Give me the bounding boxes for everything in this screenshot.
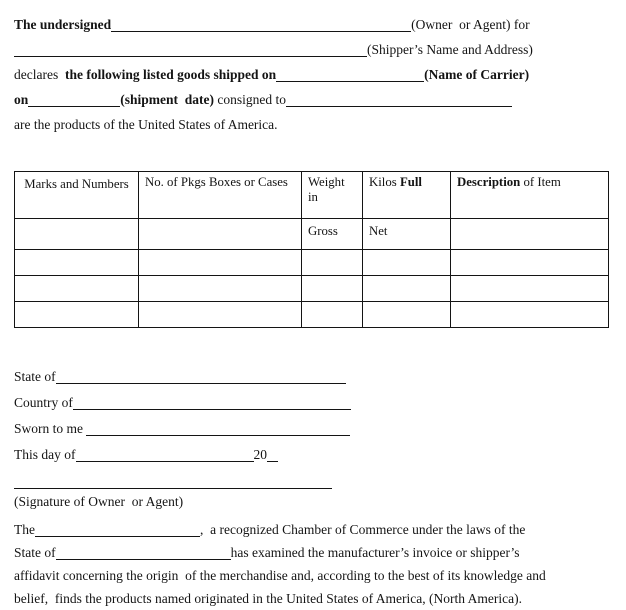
cert-state-blank[interactable]	[56, 548, 231, 560]
intro-line-5	[14, 112, 610, 137]
intro-line-2	[14, 37, 610, 62]
pkgs-cell[interactable]	[139, 219, 302, 250]
goods-empty-cell[interactable]	[302, 250, 363, 276]
header-weight: Weight in	[302, 172, 363, 219]
signature-blank[interactable]	[14, 477, 332, 489]
state-label: State of	[14, 369, 56, 384]
intro-line-4	[14, 87, 610, 112]
goods-empty-cell[interactable]	[139, 276, 302, 302]
cert-state-label: State of	[14, 545, 56, 560]
cert-the-label: The	[14, 522, 35, 537]
chamber-name-blank[interactable]	[35, 525, 200, 537]
goods-empty-cell[interactable]	[302, 276, 363, 302]
signature-section	[14, 474, 610, 514]
header-marks-numbers: Marks and Numbers	[15, 172, 139, 219]
sworn-label: Sworn to me	[14, 421, 87, 436]
country-label: Country of	[14, 395, 73, 410]
goods-empty-row	[15, 250, 609, 276]
goods-empty-cell[interactable]	[302, 302, 363, 328]
cert-line-2	[14, 541, 610, 564]
goods-empty-cell[interactable]	[139, 302, 302, 328]
intro-section	[14, 12, 610, 137]
full-label: Full	[399, 175, 422, 189]
cert-line-4	[14, 587, 610, 610]
sworn-line	[14, 416, 610, 442]
cert-line-3	[14, 564, 610, 587]
signature-line	[14, 474, 610, 490]
cert-line4-text: belief, finds the products named originated in the United States of America, (North America).	[14, 591, 522, 606]
on-label: on	[14, 92, 29, 107]
goods-empty-cell[interactable]	[15, 302, 139, 328]
goods-empty-cell[interactable]	[451, 250, 609, 276]
goods-empty-cell[interactable]	[451, 302, 609, 328]
goods-empty-cell[interactable]	[363, 302, 451, 328]
gross-cell: Gross	[302, 219, 363, 250]
state-line	[14, 364, 610, 390]
consignee-blank[interactable]	[286, 95, 512, 107]
notary-section	[14, 364, 610, 468]
undersigned-blank[interactable]	[111, 20, 411, 32]
kilos-label: Kilos	[369, 175, 397, 189]
carrier-blank[interactable]	[276, 70, 424, 82]
of-item-label: of Item	[523, 175, 561, 189]
goods-empty-row	[15, 302, 609, 328]
certification-section	[14, 518, 610, 610]
goods-empty-cell[interactable]	[15, 250, 139, 276]
goods-empty-row	[15, 276, 609, 302]
country-line	[14, 390, 610, 416]
day-blank[interactable]	[76, 450, 254, 462]
signature-caption: (Signature of Owner or Agent)	[14, 494, 184, 509]
goods-empty-cell[interactable]	[451, 276, 609, 302]
declares-label: declares	[14, 67, 65, 82]
shipment-date-label: (shipment date)	[120, 92, 215, 107]
net-cell: Net	[363, 219, 451, 250]
year-prefix: 20	[253, 447, 267, 462]
description-label: Description	[457, 175, 521, 189]
intro-line-1	[14, 12, 610, 37]
header-description	[451, 172, 609, 219]
shipment-date-blank[interactable]	[28, 95, 120, 107]
year-blank[interactable]	[267, 450, 278, 462]
intro-line-3	[14, 62, 610, 87]
shipper-name-blank[interactable]	[14, 45, 367, 57]
marks-cell[interactable]	[15, 219, 139, 250]
goods-empty-cell[interactable]	[363, 276, 451, 302]
day-label: This day of	[14, 447, 76, 462]
cert-line3-text: affidavit concerning the origin of the merchandise and, according to the best of its knowledge and	[14, 568, 546, 583]
goods-empty-cell[interactable]	[139, 250, 302, 276]
description-cell[interactable]	[451, 219, 609, 250]
goods-header-row	[15, 172, 609, 219]
undersigned-label: The undersigned	[14, 17, 112, 32]
goods-empty-cell[interactable]	[15, 276, 139, 302]
sworn-blank[interactable]	[86, 424, 350, 436]
header-pkgs: No. of Pkgs Boxes or Cases	[139, 172, 302, 219]
products-statement: are the products of the United States of America.	[14, 117, 278, 132]
header-kilos-full	[363, 172, 451, 219]
goods-empty-cell[interactable]	[363, 250, 451, 276]
goods-subheader-row	[15, 219, 609, 250]
cert-line2-text: has examined the manufacturer’s invoice or shipper’s	[230, 545, 520, 560]
cert-line-1	[14, 518, 610, 541]
consigned-label: consigned to	[214, 92, 287, 107]
owner-agent-label: (Owner or Agent) for	[411, 17, 530, 32]
carrier-label: (Name of Carrier)	[424, 67, 530, 82]
country-blank[interactable]	[73, 398, 351, 410]
goods-shipped-label: the following listed goods shipped on	[64, 67, 277, 82]
day-line	[14, 442, 610, 468]
goods-tbody	[15, 219, 609, 328]
state-blank[interactable]	[56, 372, 346, 384]
shipper-label: (Shipper’s Name and Address)	[367, 42, 533, 57]
goods-table	[14, 171, 609, 328]
cert-line1-text: , a recognized Chamber of Commerce under the laws of the	[200, 522, 526, 537]
